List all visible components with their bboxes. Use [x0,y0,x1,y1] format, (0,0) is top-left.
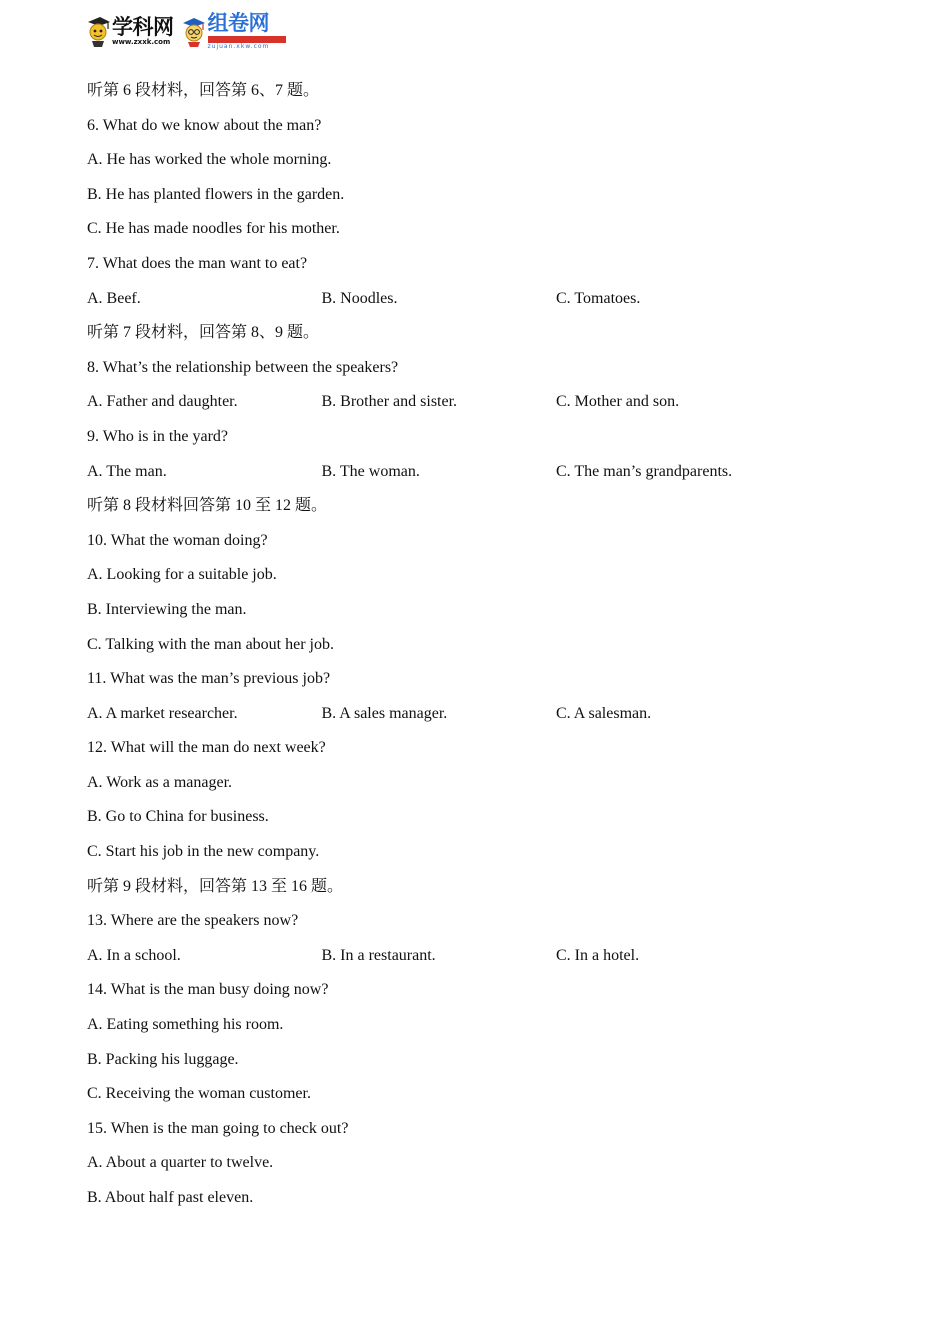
zxxk-logo [86,14,174,48]
answer-option: C. In a hotel. [556,946,640,964]
answer-option: A. The man. [87,462,167,480]
text-line: B. Packing his luggage. [87,1050,239,1068]
answer-option: A. A market researcher. [87,704,238,722]
text-line: 10. What the woman doing? [87,531,268,549]
zujuan-logo [182,10,286,50]
text-line: 听第 8 段材料回答第 10 至 12 题。 [87,497,328,515]
option-row [87,458,867,493]
option-row [87,388,867,423]
text-line: 7. What does the man want to eat? [87,254,308,272]
logo-url: www.zxxk.com [112,37,171,46]
option-row [87,942,867,977]
logo-url: zujuan.xkw.com [207,42,270,50]
text-line: 9. Who is in the yard? [87,427,229,445]
logo-name: 学科网 [112,14,174,39]
option-row [87,700,867,735]
text-line: A. He has worked the whole morning. [87,151,332,169]
text-line: B. He has planted flowers in the garden. [87,185,345,203]
text-line: 听第 6 段材料，回答第 6、7 题。 [87,82,320,99]
text-line: A. Work as a manager. [87,773,233,791]
answer-option: B. Brother and sister. [321,393,458,411]
text-line: 12. What will the man do next week? [87,739,326,757]
logo-name: 组卷网 [207,10,269,35]
text-line: 11. What was the man’s previous job? [87,670,331,688]
logo-bar [208,36,286,43]
answer-option: A. Beef. [87,289,141,307]
text-line: A. Looking for a suitable job. [87,566,277,584]
answer-option: B. A sales manager. [321,704,448,722]
answer-option: B. In a restaurant. [321,946,436,964]
question-list [87,77,867,1219]
answer-option: C. Mother and son. [556,393,680,411]
text-line: A. About a quarter to twelve. [87,1154,274,1172]
text-line: C. Talking with the man about her job. [87,635,334,653]
text-line: B. Go to China for business. [87,808,269,826]
mascot-icon [86,14,110,48]
text-line: A. Eating something his room. [87,1016,284,1034]
option-row [87,285,867,320]
text-line: B. About half past eleven. [87,1189,254,1206]
answer-option: C. Tomatoes. [556,289,641,307]
text-line: 听第 9 段材料，回答第 13 至 16 题。 [87,877,344,895]
answer-option: B. Noodles. [321,289,398,307]
answer-option: C. The man’s grandparents. [556,462,733,480]
text-line: 6. What do we know about the man? [87,116,322,134]
text-line: 8. What’s the relationship between the speakers? [87,358,399,376]
answer-option: A. Father and daughter. [87,393,238,411]
answer-option: A. In a school. [87,946,181,964]
text-line: C. He has made noodles for his mother. [87,220,340,238]
text-line: C. Receiving the woman customer. [87,1085,311,1103]
answer-option: B. The woman. [321,462,420,480]
text-line: 听第 7 段材料，回答第 8、9 题。 [87,324,320,342]
text-line: 15. When is the man going to check out? [87,1119,349,1137]
page-header [86,12,294,50]
text-line: B. Interviewing the man. [87,600,247,618]
answer-option: C. A salesman. [556,704,652,722]
mascot-icon [182,14,206,48]
text-line: 14. What is the man busy doing now? [87,981,329,999]
text-line: 13. Where are the speakers now? [87,912,299,930]
text-line: C. Start his job in the new company. [87,843,320,861]
